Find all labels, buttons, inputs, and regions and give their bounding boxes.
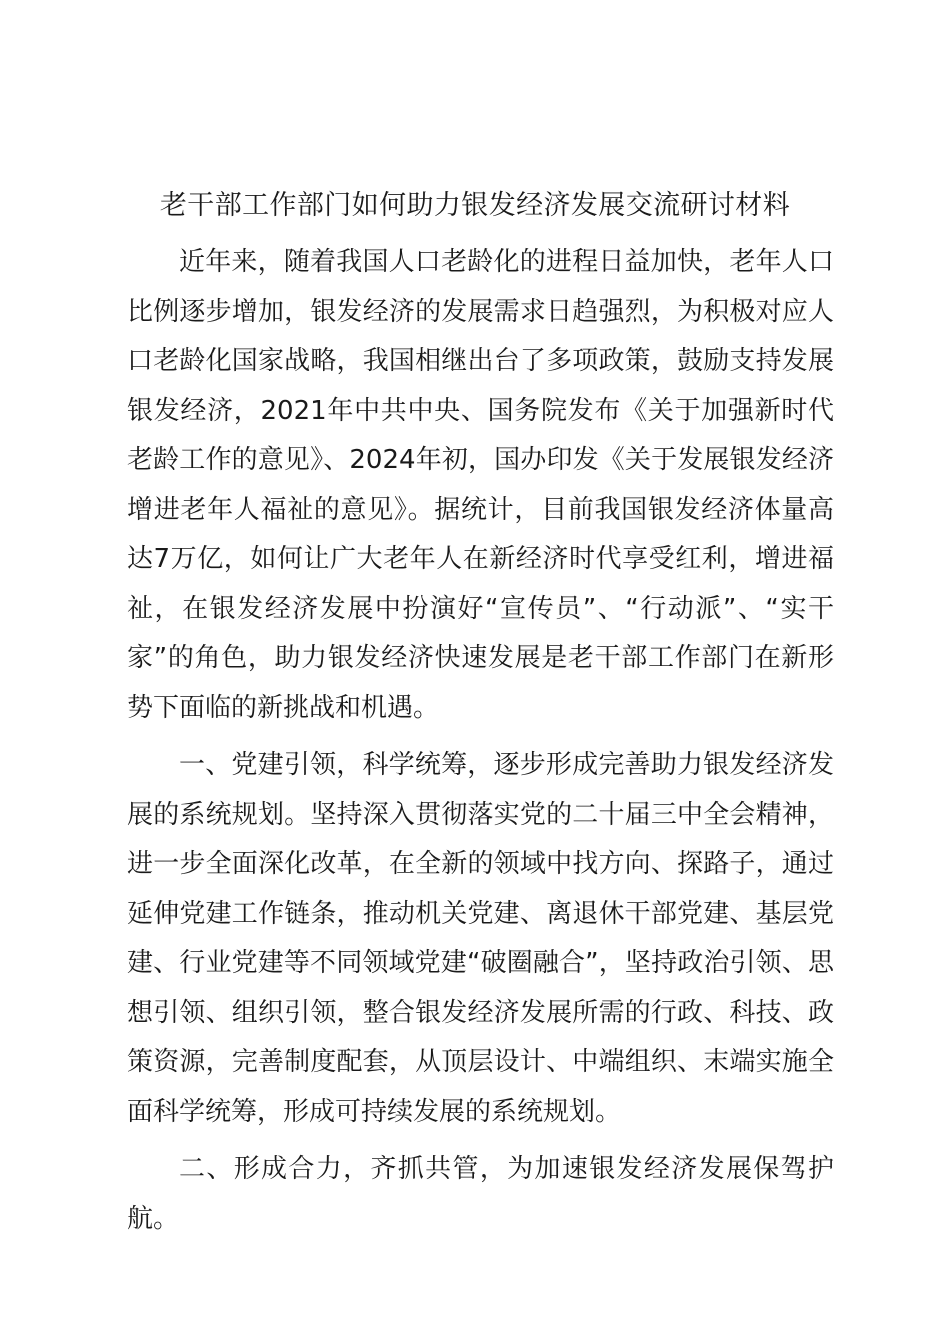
paragraph-intro: 近年来，随着我国人口老龄化的进程日益加快，老年人口比例逐步增加，银发经济的发展需求日趋强烈，为积极对应人口老龄化国家战略，我国相继出台了多项政策，鼓励支持发展银发经济，2021年中共中央、国务院发布《关于加强新时代老龄工作的意见》、2024年初，国办印发《关于发展银发经济增进老年人福祉的意见》。据统计，目前我国银发经济体量高达7万亿，如何让广大老年人在新经济时代享受红利，增进福祉，在银发经济发展中扮演好“宣传员”、“行动派”、“实干家”的角色，助力银发经济快速发展是老干部工作部门在新形势下面临的新挑战和机遇。: [127, 247, 834, 723]
document-title: 老干部工作部门如何助力银发经济发展交流研讨材料: [159, 190, 791, 221]
document-body: [127, 238, 834, 1244]
paragraph-section-one: 一、党建引领，科学统筹，逐步形成完善助力银发经济发展的系统规划。坚持深入贯彻落实党的二十届三中全会精神，进一步全面深化改革，在全新的领域中找方向、探路子，通过延伸党建工作链条，推动机关党建、离退休干部党建、基层党建、行业党建等不同领域党建“破圈融合”，坚持政治引领、思想引领、组织引领，整合银发经济发展所需的行政、科技、政策资源，完善制度配套，从顶层设计、中端组织、末端实施全面科学统筹，形成可持续发展的系统规划。: [127, 750, 834, 1127]
paragraph-section-two: 二、形成合力，齐抓共管，为加速银发经济发展保驾护航。: [127, 1154, 834, 1234]
